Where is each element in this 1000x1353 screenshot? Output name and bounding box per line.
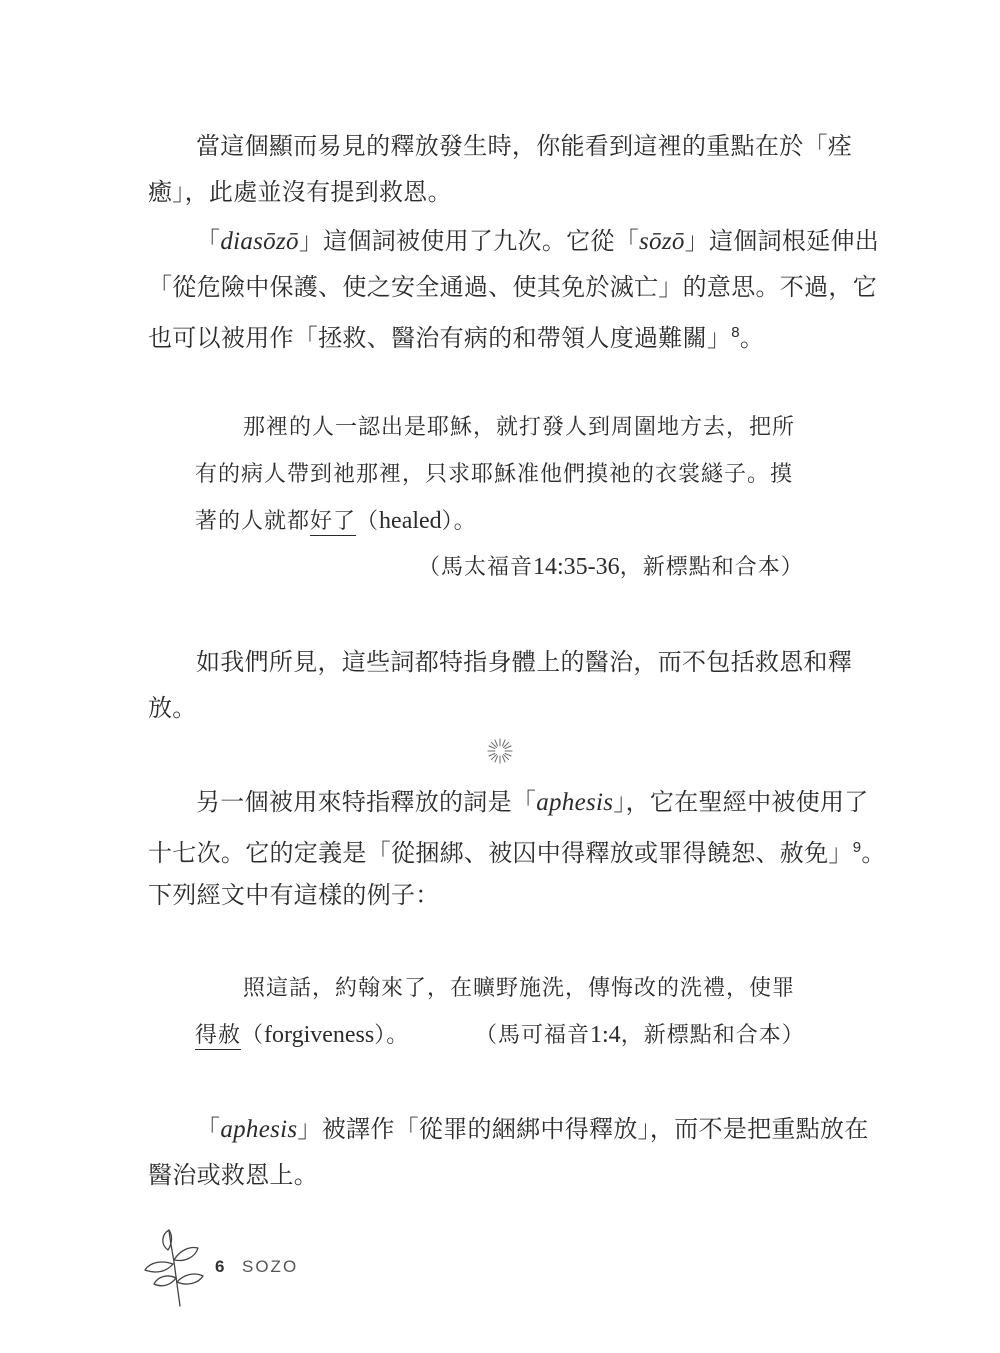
text: 」這個詞根延伸出 [684,227,880,255]
quote1-reference [418,552,804,583]
p2-line3 [148,318,764,353]
text: 也可以被用作「拯救、醫治有病的和帶領人度過難關」 [148,324,732,352]
text: 「 [196,227,221,255]
p3-line2: 放。 [148,694,197,722]
text: （ [356,509,380,534]
text: 另一個被用來特指釋放的詞是「 [196,788,537,816]
underlined-word: 得赦 [195,1023,242,1048]
text: 。 [739,324,765,352]
p4-line3: 下列經文中有這樣的例子： [148,881,440,909]
p1-line2: 癒」，此處並沒有提到救恩。 [148,178,452,206]
text: 。 [861,839,886,867]
text: ，新標點和合本） [619,555,804,580]
term-aphesis: aphesis [220,1116,298,1143]
text: 」，它在聖經中被使用了 [613,788,869,816]
quote2-line2 [195,1020,409,1051]
english-gloss: forgiveness [264,1022,375,1048]
text: 著的人就都 [195,509,311,534]
p1-line1: 當這個顯而易見的釋放發生時，你能看到這裡的重點在於「痊 [196,132,853,160]
p2-line2: 「從危險中保護、使之安全通過、使其免於滅亡」的意思。不過，它 [148,273,877,301]
term-diasozo: diasōzō [220,228,299,255]
text: 十七次。它的定義是「從捆綁、被囚中得釋放或罪得饒恕、赦免」 [148,839,853,867]
text: 」這個詞被使用了九次。它從「 [298,227,640,255]
leaf-branch-icon [140,1222,210,1308]
p2-line1 [196,226,879,257]
text: ，新標點和合本） [620,1023,805,1048]
footnote-ref-9[interactable]: 9 [852,839,862,856]
footnote-ref-8[interactable]: 8 [731,324,740,341]
page-number: 6 [215,1257,225,1276]
text: 」被譯作「從罪的綑綁中得釋放」，而不是把重點放在 [297,1115,869,1143]
text: ）。 [374,1023,410,1048]
p5-line1 [196,1114,869,1145]
quote2-reference [475,1020,805,1051]
quote1-line1: 那裡的人一認出是耶穌，就打發人到周圍地方去，把所 [243,415,796,440]
text: ）。 [441,509,477,534]
p5-line2: 醫治或救恩上。 [148,1161,319,1189]
p3-line1: 如我們所見，這些詞都特指身體上的醫治，而不包括救恩和釋 [196,648,853,676]
quote1-line2: 有的病人帶到祂那裡，只求耶穌准他們摸祂的衣裳繸子。摸 [195,462,794,487]
quote2-line1: 照這話，約翰來了，在曠野施洗，傳悔改的洗禮，使罪 [243,976,796,1001]
underlined-word: 好了 [310,509,357,534]
sunburst-divider-icon [486,737,514,765]
verse-number: 14:35-36 [533,554,620,580]
term-aphesis: aphesis [536,789,614,816]
verse-number: 1:4 [590,1022,621,1048]
p4-line2 [148,833,886,868]
p4-line1 [196,787,869,818]
quote1-line3 [195,506,477,537]
text: （馬可福音 [475,1023,591,1048]
text: 「 [196,1115,221,1143]
text: （馬太福音 [418,555,534,580]
running-title: SOZO [242,1257,299,1276]
term-sozo: sōzō [639,228,685,255]
text: （ [241,1023,265,1048]
english-gloss: healed [379,508,442,534]
